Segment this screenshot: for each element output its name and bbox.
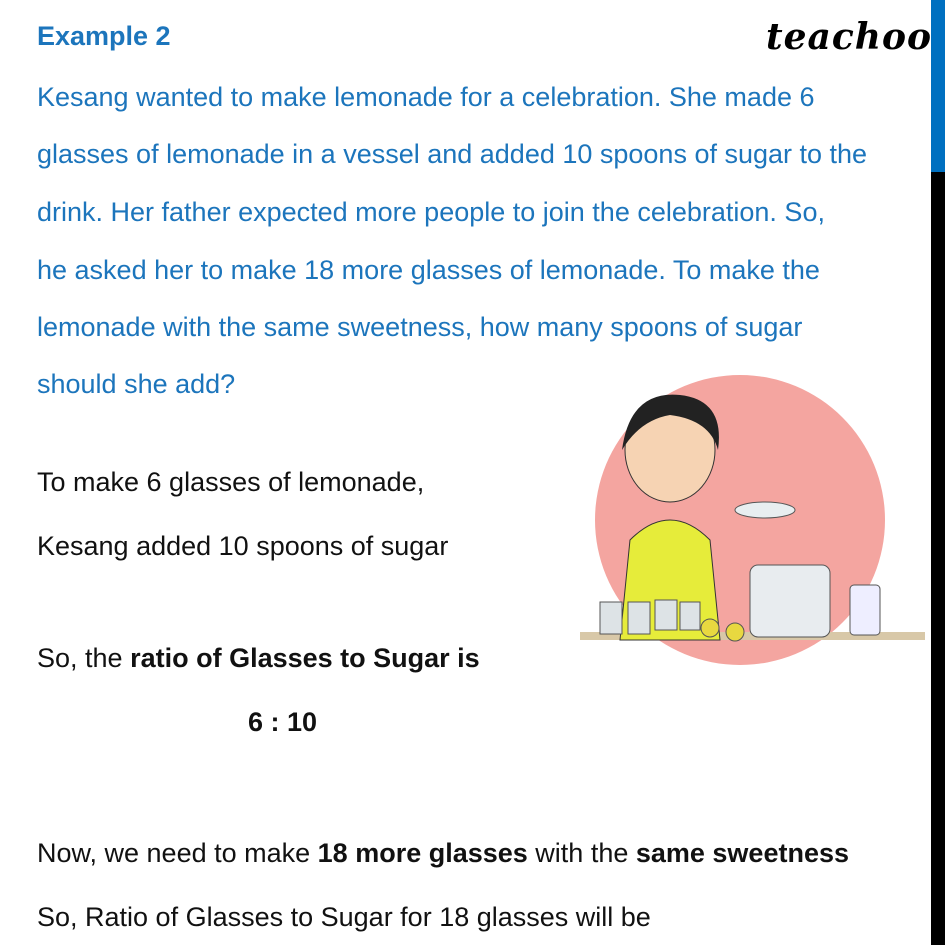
text: with the [527,838,636,868]
solution-line: Kesang added 10 spoons of sugar [37,531,449,561]
solution-line [37,838,849,869]
question-line: lemonade with the same sweetness, how many spoons of sugar [37,312,803,342]
question-line: he asked her to make 18 more glasses of lemonade. To make the [37,255,820,285]
ratio: 6 : 10 [248,707,318,737]
plate [735,502,795,518]
side-bar [931,172,945,945]
bold-text: 18 more glasses [317,838,528,868]
question-line: glasses of lemonade in a vessel and added 10 spoons of sugar to the [37,139,868,169]
accent-bar [931,0,945,172]
sugar-jar [850,585,880,635]
teachoo-logo: teachoo [766,16,932,58]
question-line: drink. Her father expected more people to join the celebration. So, [37,197,825,227]
text: Now, we need to make [37,838,318,868]
question-line: should she add? [37,369,236,399]
example-title: Example 2 [37,21,171,51]
jug [750,565,830,637]
girl-making-lemonade-illustration [560,370,930,670]
solution-line: So, Ratio of Glasses to Sugar for 18 glasses will be [37,902,651,932]
bold-text: ratio of Glasses to Sugar is [130,643,480,673]
glasses [600,600,700,634]
solution-line: To make 6 glasses of lemonade, [37,467,425,497]
solution-line [37,643,480,674]
bold-text: same sweetness [635,838,849,868]
lemon [726,623,744,641]
text: So, the [37,643,131,673]
lemon [701,619,719,637]
question-line: Kesang wanted to make lemonade for a celebration. She made 6 [37,82,815,112]
